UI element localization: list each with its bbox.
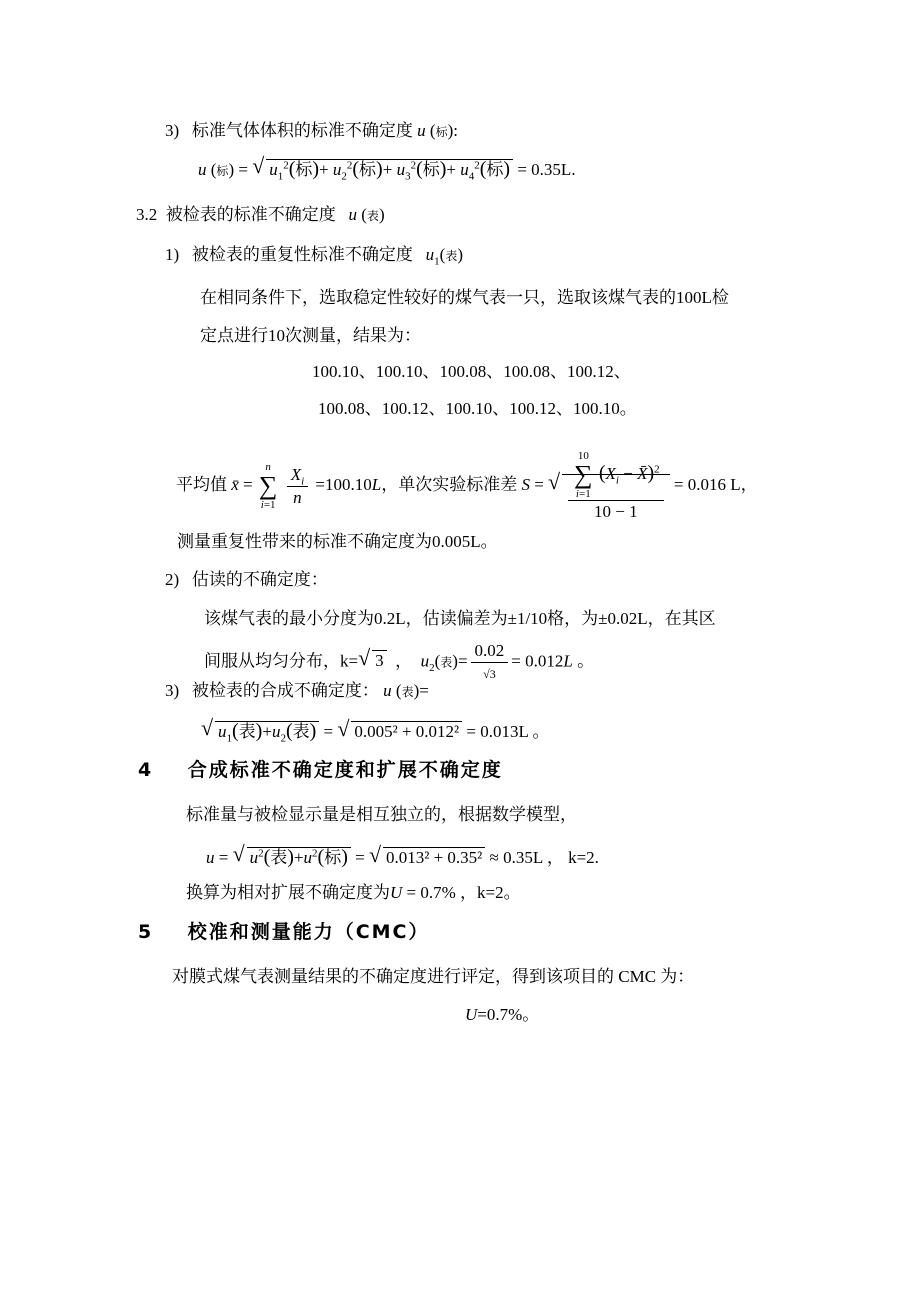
paragraph-2a: 该煤气表的最小分度为0.2L，估读偏差为±1/10格，为±0.02L，在其区 <box>204 609 716 628</box>
label-biao: 标 <box>435 125 448 139</box>
fraction-xi-n: $\frac{X_i}{n}$ <box>287 464 308 509</box>
heading-title: 合成标准不确定度和扩展不确定度 <box>187 759 503 781</box>
formula-mean-sd: 平均值 x̄ = n ∑ i=1 $\frac{X_i}{n}$ =100.10L，单次实验标准差 S = √ 10 ∑ i=1 ($X_i$ − X̄)$^2$ 10 − 1 = 0.016 L， <box>176 440 758 530</box>
u2-value: = 0.012 <box>511 651 564 671</box>
item-number: 1) <box>165 245 180 264</box>
label-biao2: 表 <box>445 249 458 263</box>
item-text: 估读的不确定度： <box>191 570 328 589</box>
label-biao: 标 <box>486 160 504 179</box>
item-3b-line: 3) 被检表的合成不确定度： u (表)= <box>165 681 429 700</box>
heading-5 <box>138 921 430 943</box>
section-3-2: 3.2 被检表的标准不确定度 u (表) <box>136 205 385 224</box>
item-2-line <box>165 569 328 591</box>
sqrt-final-values <box>369 847 485 869</box>
data-row-1: 100.10、100.10、100.08、100.08、100.12、 <box>312 362 631 381</box>
data-row-2: 100.08、100.12、100.10、100.12、100.10。 <box>318 399 637 418</box>
sum-symbol: 10 ∑ i=1 <box>574 449 593 500</box>
item-number: 3) <box>165 121 180 140</box>
fraction-002: $\frac{0.02}{√3}$ <box>471 640 509 685</box>
paragraph-2b: 间服从均匀分布，k=√ 3 ， $u_2$(表)= $\frac{0.02}{√3}$ = 0.012L 。 <box>204 640 594 685</box>
label-biao2: 表 <box>238 722 256 741</box>
sd-label: ，单次实验标准差 <box>381 475 518 494</box>
heading-4 <box>138 759 503 781</box>
comma: ， <box>395 651 413 671</box>
symbol-u: u <box>198 160 207 179</box>
text-k: 间服从均匀分布，k= <box>204 651 359 671</box>
item-text: 标准气体体积的标准不确定度 <box>191 121 413 140</box>
symbol-u: u <box>348 205 357 224</box>
result-value: = 0.35L. <box>517 160 576 179</box>
label-biao2: 表 <box>366 209 379 223</box>
sqrt-combined-terms: √ $u_1$(表)$+u_2$(表) <box>201 720 319 743</box>
section-title: 被检表的标准不确定度 <box>165 205 336 224</box>
item-number: 2) <box>165 570 180 589</box>
label-biao: 标 <box>216 164 229 178</box>
combined-values: 0.005² + 0.012² <box>351 721 462 741</box>
heading-number: 4 <box>138 759 154 781</box>
fraction-sd: √ 10 ∑ i=1 ($X_i$ − X̄)$^2$ 10 − 1 <box>568 450 664 523</box>
symbol-u: u <box>417 121 426 140</box>
item-text: 被检表的重复性标准不确定度 <box>191 245 413 264</box>
label-biao2: 表 <box>270 848 288 867</box>
relative-text: 换算为相对扩展不确定度为 <box>186 883 390 902</box>
label-biao: 标 <box>359 160 377 179</box>
sqrt-3: √ 3 <box>358 643 387 679</box>
formula-combined: √ $u_1$(表)$+u_2$(表) = √ 0.005² + 0.012² = 0.013L 。 <box>201 720 550 743</box>
label-biao2: 表 <box>401 685 414 699</box>
formula-u-biao: u (标) = √ $u_1^2$(标)+ $u_2^2$(标)+ $u_3^2$(标)+ $u_4^2$(标) = 0.35L. <box>198 158 576 182</box>
paragraph-5: 对膜式煤气表测量结果的不确定度进行评定，得到该项目的 CMC 为： <box>172 967 695 986</box>
sum-symbol: n ∑ i=1 <box>258 461 278 512</box>
sqrt-combined-values <box>337 721 462 743</box>
label-biao: 标 <box>324 848 342 867</box>
sqrt-term: √ $u_1^2$(标)+ $u_2^2$(标)+ $u_3^2$(标)+ $u_4^2$(标) <box>252 158 513 181</box>
cmc-value: U=0.7%。 <box>465 1005 540 1024</box>
relative-uncertainty: 换算为相对扩展不确定度为U = 0.7% ，k=2。 <box>186 883 521 902</box>
label-biao: 标 <box>295 160 313 179</box>
relative-value: = 0.7% ，k=2。 <box>406 883 521 902</box>
item-number: 3) <box>165 681 180 700</box>
final-values: 0.013² + 0.35² <box>383 847 485 867</box>
item-1-line: 1) 被检表的重复性标准不确定度 $u_1$(表) <box>165 245 464 268</box>
sd-value: = 0.016 L， <box>673 475 758 494</box>
formula-final: u = √ $u^2$(表)$+u^2$(标) = √ 0.013² + 0.35² ≈ 0.35L ， k=2. <box>206 846 599 869</box>
sqrt-final-terms: √ $u^2$(表)$+u^2$(标) <box>233 846 351 869</box>
paragraph-1a: 在相同条件下，选取稳定性较好的煤气表一只，选取该煤气表的100L检 <box>200 288 729 307</box>
sqrt-sd <box>548 440 670 530</box>
cmc-number: =0.7%。 <box>477 1005 540 1024</box>
combined-result: = 0.013L 。 <box>466 722 550 741</box>
label-biao2: 表 <box>292 722 310 741</box>
paragraph-1b: 定点进行10次测量，结果为： <box>200 326 421 345</box>
paragraph-4: 标准量与被检显示量是相互独立的，根据数学模型， <box>186 805 577 824</box>
item-text: 被检表的合成不确定度： <box>191 681 379 700</box>
denominator: 10 − 1 <box>594 501 638 521</box>
heading-number: 5 <box>138 921 154 943</box>
mean-label: 平均值 <box>176 475 227 494</box>
unit-l: L <box>371 475 382 494</box>
repeatability-text: 测量重复性带来的标准不确定度为0.005L。 <box>177 532 498 551</box>
numerator: 0.02 <box>471 640 509 663</box>
mean-value: 100.10 <box>324 475 372 494</box>
label-biao: 标 <box>422 160 440 179</box>
label-biao2: 表 <box>440 655 453 670</box>
unit-l: L <box>563 651 573 671</box>
final-result: ≈ 0.35L ， k=2. <box>489 848 599 867</box>
heading-title: 校准和测量能力（CMC） <box>187 921 430 943</box>
item-3-line: 3) 标准气体体积的标准不确定度 u (标): <box>165 121 458 140</box>
section-number: 3.2 <box>136 205 158 224</box>
